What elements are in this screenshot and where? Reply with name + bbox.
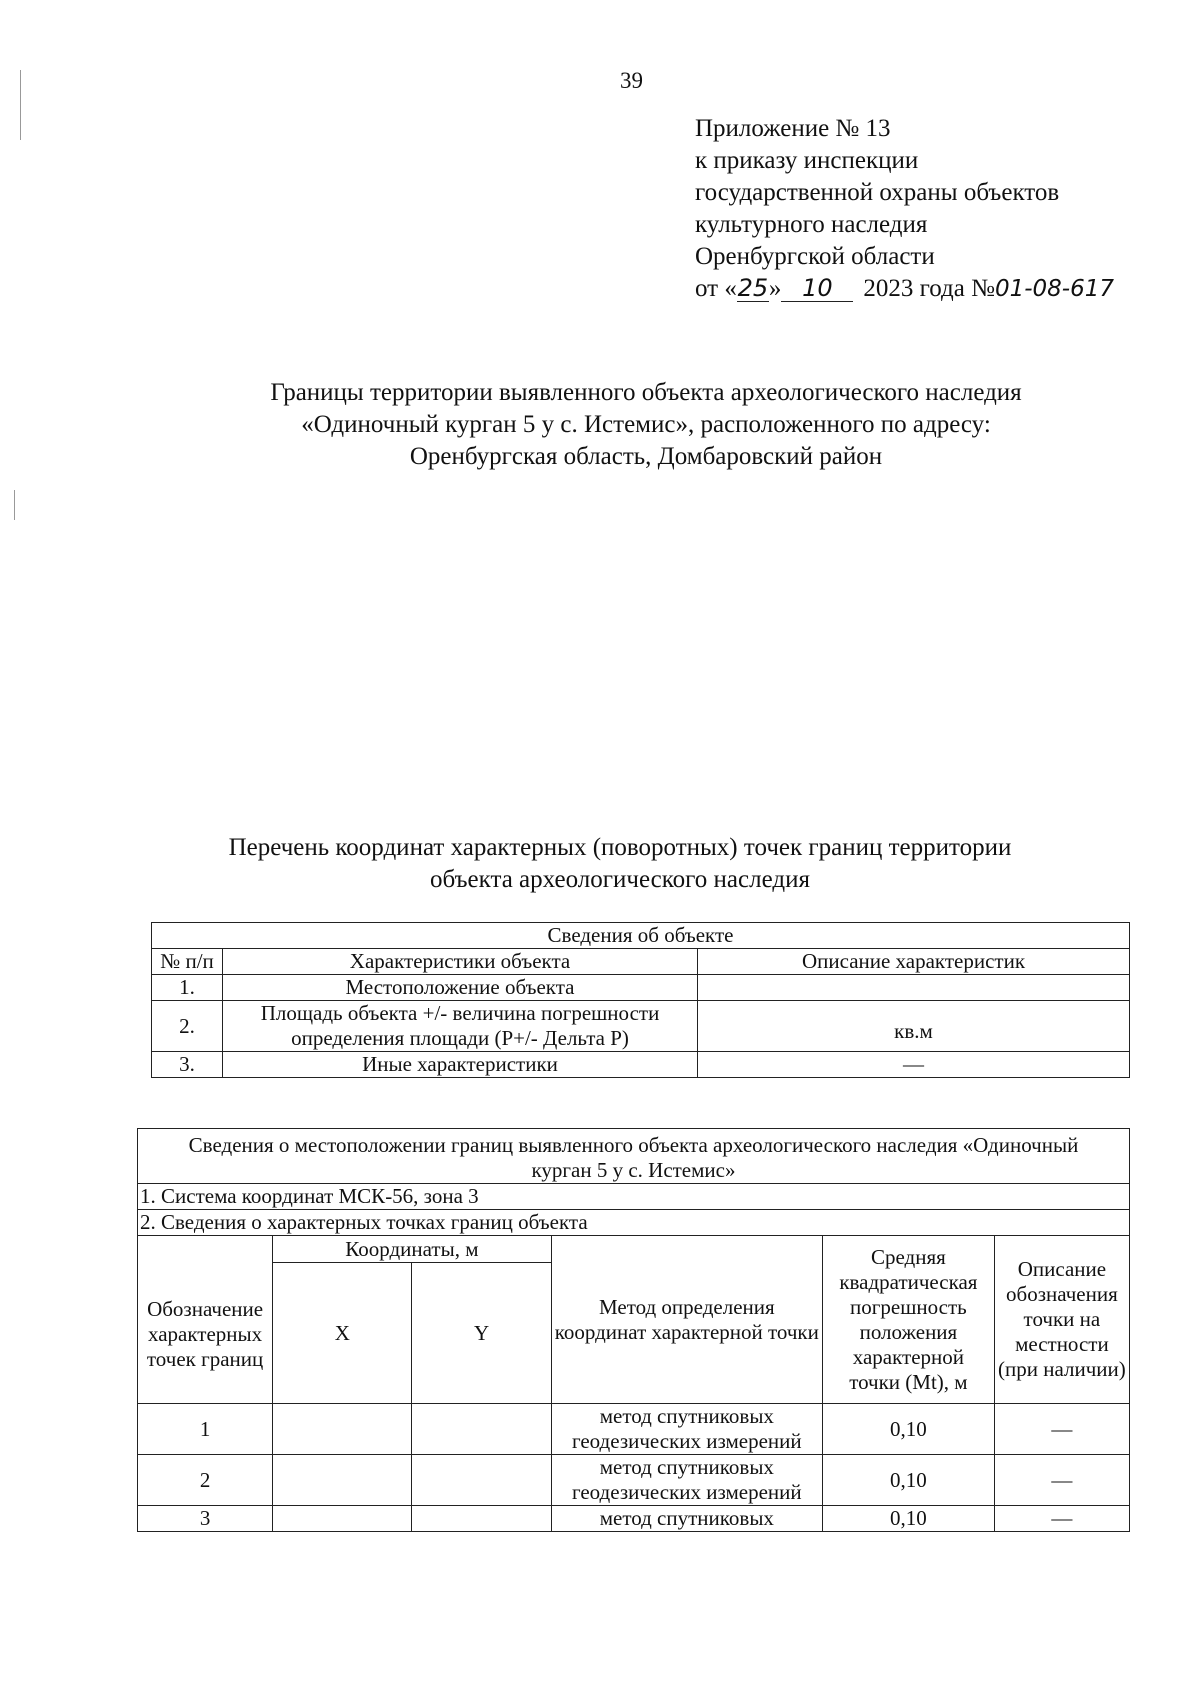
row-name: Местоположение объекта: [223, 975, 698, 1001]
column-header: № п/п: [152, 949, 223, 975]
title-line: Границы территории выявленного объекта археологического наследия: [270, 379, 1022, 406]
title-line: «Одиночный курган 5 у с. Истемис», расположенного по адресу:: [301, 411, 991, 438]
title-line: Оренбургская область, Домбаровский район: [409, 443, 883, 470]
point-id: 2: [138, 1455, 273, 1506]
points-caption: 2. Сведения о характерных точках границ объекта: [138, 1210, 1130, 1236]
appendix-line: Оренбургской области: [695, 243, 935, 270]
boundary-location-table: [137, 1128, 1130, 1532]
row-description: —: [698, 1052, 1130, 1078]
table-caption: Сведения о местоположении границ выявленного объекта археологического наследия «Одиночный курган 5 у с. Истемис»: [138, 1129, 1130, 1184]
row-number: 2.: [152, 1001, 223, 1052]
column-header-method: Метод определения координат характерной точки: [551, 1236, 822, 1404]
appendix-line: государственной охраны объектов: [695, 179, 1060, 206]
point-x: [273, 1506, 412, 1532]
appendix-line: Приложение № 13: [695, 115, 891, 142]
table-row: [152, 1052, 1130, 1078]
point-description: —: [994, 1506, 1129, 1532]
appendix-block: [695, 113, 1114, 305]
point-error: 0,10: [823, 1404, 995, 1455]
table-row: [138, 1404, 1130, 1455]
column-header: Характеристики объекта: [223, 949, 698, 975]
column-header-description: Описание обозначения точки на местности (при наличии): [994, 1236, 1129, 1404]
handwritten-day: 25: [737, 274, 769, 302]
row-name: Иные характеристики: [223, 1052, 698, 1078]
column-header-y: Y: [412, 1263, 551, 1404]
column-header-coordinates: Координаты, м: [273, 1236, 551, 1263]
table-caption: Сведения об объекте: [152, 923, 1130, 949]
point-id: 3: [138, 1506, 273, 1532]
row-description: [698, 975, 1130, 1001]
table-row: [138, 1506, 1130, 1532]
row-number: 1.: [152, 975, 223, 1001]
point-method: метод спутниковых геодезических измерений: [551, 1455, 822, 1506]
point-x: [273, 1404, 412, 1455]
appendix-line: культурного наследия: [695, 211, 928, 238]
appendix-date-line: [695, 273, 1114, 305]
document-title: [0, 377, 1200, 473]
table-row: [152, 975, 1130, 1001]
point-method: метод спутниковых геодезических измерений: [551, 1404, 822, 1455]
point-error: 0,10: [823, 1455, 995, 1506]
appendix-line: к приказу инспекции: [695, 147, 919, 174]
date-prefix: от «: [695, 275, 737, 302]
coordinate-system: 1. Система координат МСК-56, зона 3: [138, 1184, 1130, 1210]
point-x: [273, 1455, 412, 1506]
point-y: [412, 1455, 551, 1506]
row-description: кв.м: [698, 1001, 1130, 1052]
page-number: 39: [620, 68, 643, 93]
table-row: [138, 1455, 1130, 1506]
point-description: —: [994, 1455, 1129, 1506]
date-year: 2023 года №: [863, 275, 995, 302]
point-id: 1: [138, 1404, 273, 1455]
scan-edge-mark: [20, 70, 21, 140]
point-error: 0,10: [823, 1506, 995, 1532]
column-header-error: Средняя квадратическая погрешность положения характерной точки (Mt), м: [823, 1236, 995, 1404]
row-name: Площадь объекта +/- величина погрешности определения площади (P+/- Дельта P): [223, 1001, 698, 1052]
coordinates-list-title: [0, 832, 1200, 896]
column-header-x: X: [273, 1263, 412, 1404]
row-number: 3.: [152, 1052, 223, 1078]
table-row: [152, 1001, 1130, 1052]
point-description: —: [994, 1404, 1129, 1455]
object-info-table: [151, 922, 1130, 1078]
date-close: »: [768, 275, 782, 302]
point-y: [412, 1404, 551, 1455]
handwritten-month: 10: [781, 275, 853, 302]
point-y: [412, 1506, 551, 1532]
point-method: метод спутниковых: [551, 1506, 822, 1532]
handwritten-order-number: 01-08-617: [994, 276, 1114, 302]
column-header: Описание характеристик: [698, 949, 1130, 975]
list-title-line: объекта археологического наследия: [430, 866, 810, 893]
list-title-line: Перечень координат характерных (поворотных) точек границ территории: [228, 834, 1012, 861]
column-header-designation: Обозначение характерных точек границ: [138, 1236, 273, 1404]
scan-edge-mark: [14, 490, 15, 520]
